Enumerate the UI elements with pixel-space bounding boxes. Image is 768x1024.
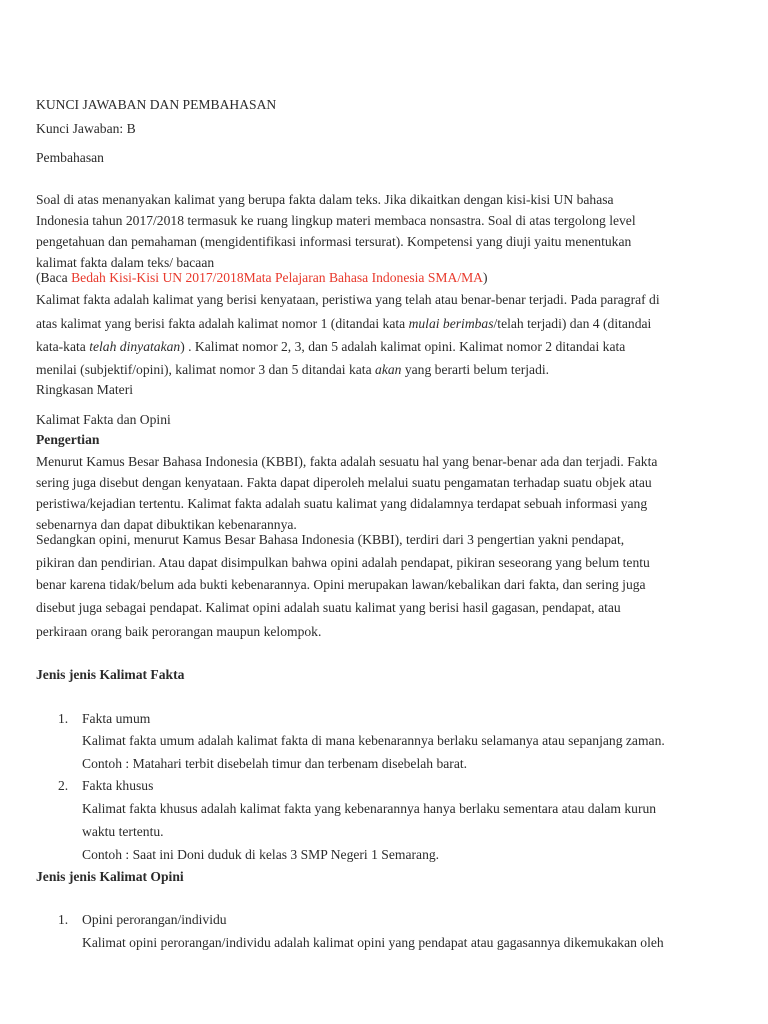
- fact-type-example: Contoh : Matahari terbit disebelah timur dan terbenam disebelah barat.: [82, 756, 468, 771]
- read-also-link[interactable]: Bedah Kisi-Kisi UN 2017/2018Mata Pelajaran Bahasa Indonesia SMA/MA: [71, 270, 483, 285]
- fact-explanation-line-2: [36, 316, 651, 332]
- fact-explanation-line-1: Kalimat fakta adalah kalimat yang berisi kenyataan, peristiwa yang telah atau benar-benar terjadi. Pada paragraf di: [36, 292, 660, 307]
- definition-heading: [36, 432, 99, 448]
- fact-explanation-text: yang berarti belum terjadi.: [401, 362, 550, 377]
- fact-definition-line-3: peristiwa/kejadian tertentu. Kalimat fakta adalah suatu kalimat yang didalamnya terdapat sebuah informasi yang: [36, 496, 648, 511]
- fact-types-heading-text: Jenis jenis Kalimat Fakta: [36, 667, 185, 682]
- discussion-line-3: pengetahuan dan pemahaman (mengidentifikasi informasi tersurat). Kompetensi yang diuji yaitu menentukan: [36, 234, 632, 249]
- fact-explanation-text: atas kalimat yang berisi fakta adalah kalimat nomor 1 (ditandai kata: [36, 316, 409, 331]
- fact-explanation-line-3: [36, 339, 625, 355]
- fact-type-description: Kalimat fakta khusus adalah kalimat fakta yang kebenarannya hanya berlaku sementara atau dalam kurun: [82, 801, 657, 816]
- fact-types-heading: [36, 667, 184, 683]
- opinion-types-heading: [36, 869, 184, 885]
- fact-definition-line-2: sering juga disebut dengan kenyataan. Fakta dapat diperoleh melalui suatu pengamatan terhadap suatu objek atau: [36, 475, 652, 490]
- answer-key: Kunci Jawaban: B: [36, 121, 136, 136]
- opinion-definition-line-1: Sedangkan opini, menurut Kamus Besar Bahasa Indonesia (KBBI), terdiri dari 3 pengertian yakni pendapat,: [36, 532, 625, 547]
- discussion-line-1: Soal di atas menanyakan kalimat yang berupa fakta dalam teks. Jika dikaitkan dengan kisi-kisi UN bahasa: [36, 192, 614, 207]
- fact-explanation-italic: mulai berimbas: [408, 316, 494, 331]
- fact-explanation-text: menilai (subjektif/opini), kalimat nomor 3 dan 5 ditandai kata: [36, 362, 376, 377]
- topic-heading: Kalimat Fakta dan Opini: [36, 412, 171, 427]
- fact-explanation-text: /telah terjadi) dan 4 (ditandai: [493, 316, 652, 331]
- discussion-line-2: Indonesia tahun 2017/2018 termasuk ke ruang lingkup materi membaca nonsastra. Soal di atas tergolong level: [36, 213, 636, 228]
- opinion-definition-line-2: pikiran dan pendirian. Atau dapat disimpulkan bahwa opini adalah pendapat, pikiran seseorang yang belum tentu: [36, 555, 650, 570]
- fact-type-name: Fakta umum: [82, 711, 151, 726]
- read-also-prefix: (Baca: [36, 270, 72, 285]
- fact-explanation-text: kata-kata: [36, 339, 90, 354]
- fact-type-name: Fakta khusus: [82, 778, 154, 793]
- list-number: 1.: [58, 912, 69, 927]
- fact-definition-line-1: Menurut Kamus Besar Bahasa Indonesia (KBBI), fakta adalah sesuatu hal yang benar-benar ada dan terjadi. Fakta: [36, 454, 658, 469]
- opinion-definition-line-4: disebut juga sebagai pendapat. Kalimat opini adalah suatu kalimat yang berisi hasil gagasan, pendapat, atau: [36, 600, 621, 615]
- fact-type-example: Contoh : Saat ini Doni duduk di kelas 3 SMP Negeri 1 Semarang.: [82, 847, 440, 862]
- opinion-type-description: Kalimat opini perorangan/individu adalah kalimat opini yang pendapat atau gagasannya dikemukakan oleh: [82, 935, 664, 950]
- discussion-line-4: kalimat fakta dalam teks/ bacaan: [36, 255, 215, 270]
- opinion-definition-line-5: perkiraan orang baik perorangan maupun kelompok.: [36, 624, 322, 639]
- discussion-heading: Pembahasan: [36, 150, 104, 165]
- opinion-type-name: Opini perorangan/individu: [82, 912, 227, 927]
- fact-explanation-italic: akan: [375, 362, 402, 377]
- fact-explanation-text: ) . Kalimat nomor 2, 3, dan 5 adalah kalimat opini. Kalimat nomor 2 ditandai kata: [180, 339, 626, 354]
- list-number: 2.: [58, 778, 69, 793]
- read-also-suffix: ): [483, 270, 488, 285]
- fact-type-description: Kalimat fakta umum adalah kalimat fakta di mana kebenarannya berlaku selamanya atau sepanjang zaman.: [82, 733, 665, 748]
- read-also-line: [36, 270, 488, 286]
- summary-heading: Ringkasan Materi: [36, 382, 134, 397]
- fact-explanation-italic: telah dinyatakan: [89, 339, 181, 354]
- fact-type-description: waktu tertentu.: [82, 824, 164, 839]
- document-title: KUNCI JAWABAN DAN PEMBAHASAN: [36, 97, 277, 112]
- fact-explanation-line-4: [36, 362, 549, 378]
- opinion-definition-line-3: benar karena tidak/belum ada bukti kebenarannya. Opini merupakan lawan/kebalikan dari fakta, dan sering juga: [36, 577, 646, 592]
- definition-heading-text: Pengertian: [36, 432, 100, 447]
- list-number: 1.: [58, 711, 69, 726]
- opinion-types-heading-text: Jenis jenis Kalimat Opini: [36, 869, 184, 884]
- fact-definition-line-4: sebenarnya dan dapat dibuktikan kebenarannya.: [36, 517, 297, 532]
